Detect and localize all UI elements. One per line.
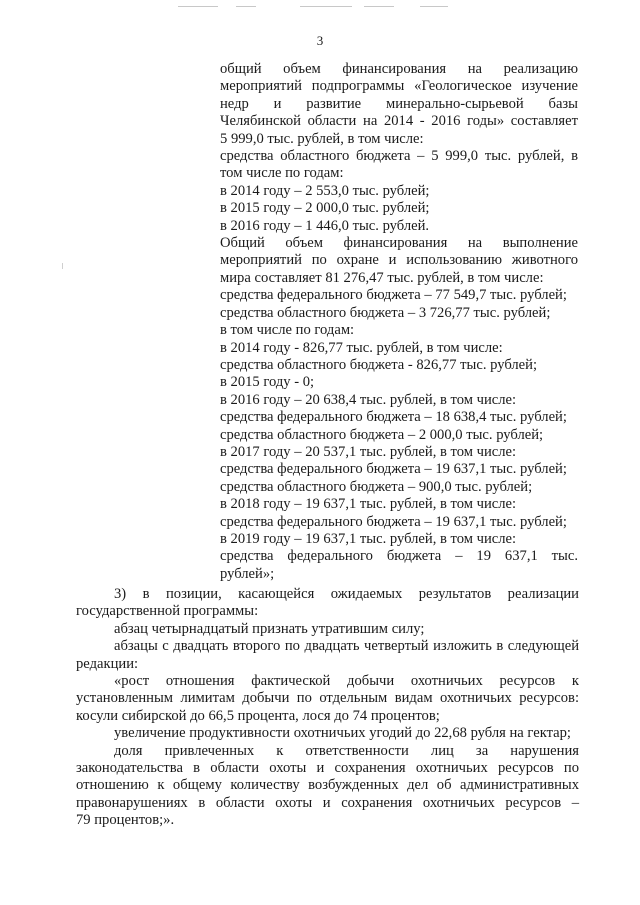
- text-line: средства областного бюджета - 826,77 тыс. рублей;: [220, 356, 538, 373]
- year-line: в 2019 году – 19 637,1 тыс. рублей, в том числе:: [220, 530, 517, 547]
- text-line: общий объем финансирования на реализацию: [220, 61, 578, 77]
- text-line: средства областного бюджета – 5 999,0 тыс. рублей, в: [220, 148, 578, 165]
- text-line: 79 процентов;».: [76, 812, 175, 829]
- scan-artifact: [178, 6, 218, 7]
- text-line: отношению к общему количеству возбужденных дел об административных: [76, 777, 579, 794]
- text-line: рублей»;: [220, 565, 275, 582]
- text-line: редакции:: [76, 655, 139, 672]
- text-line: мира составляет 81 276,47 тыс. рублей, в том числе:: [220, 269, 544, 286]
- text-line: средства областного бюджета – 900,0 тыс. рублей;: [220, 478, 533, 495]
- year-line: в 2014 году – 2 553,0 тыс. рублей;: [220, 182, 430, 199]
- year-line: в 2017 году – 20 537,1 тыс. рублей, в том числе:: [220, 443, 517, 460]
- year-line: в 2014 году - 826,77 тыс. рублей, в том числе:: [220, 339, 503, 356]
- text-line: средства федерального бюджета – 77 549,7 тыс. рублей;: [220, 287, 567, 304]
- text-line: Общий объем финансирования на выполнение: [220, 235, 578, 252]
- main-text: [76, 586, 579, 830]
- text-line: средства федерального бюджета – 19 637,1 тыс.: [220, 548, 578, 565]
- scan-artifact: [62, 263, 63, 269]
- text-line: правонарушениях в области охоты и сохранения охотничьих ресурсов –: [76, 794, 579, 811]
- text-line: государственной программы:: [76, 603, 259, 620]
- paragraph: абзац четырнадцатый признать утратившим силу;: [114, 620, 425, 637]
- paragraph-item-3: 3) в позиции, касающейся ожидаемых результатов реализации: [114, 586, 579, 602]
- page-number: 3: [316, 33, 324, 48]
- text-line: мероприятий подпрограммы «Геологическое изучение: [220, 78, 578, 95]
- text-line: том числе по годам:: [220, 165, 344, 182]
- text-line: в том числе по годам:: [220, 322, 355, 339]
- scan-artifact: [236, 6, 256, 7]
- text-line: мероприятий по охране и использованию животного: [220, 252, 578, 269]
- paragraph: увеличение продуктивности охотничьих угодий до 22,68 рубля на гектар;: [114, 725, 571, 742]
- year-line: в 2015 году - 0;: [220, 374, 315, 391]
- text-line: установленным лимитам добычи по отдельным видам охотничьих ресурсов:: [76, 690, 579, 707]
- text-line: средства федерального бюджета – 18 638,4 тыс. рублей;: [220, 409, 567, 426]
- scan-artifact: [364, 6, 394, 7]
- year-line: в 2018 году – 19 637,1 тыс. рублей, в том числе:: [220, 496, 517, 513]
- text-line: законодательства в области охоты и сохранения охотничьих ресурсов по: [76, 760, 579, 777]
- text-line: средства областного бюджета – 3 726,77 тыс. рублей;: [220, 304, 551, 321]
- text-line: недр и развитие минерально-сырьевой базы: [220, 95, 578, 112]
- text-line: средства областного бюджета – 2 000,0 тыс. рублей;: [220, 426, 544, 443]
- scan-artifact: [300, 6, 352, 7]
- paragraph: доля привлеченных к ответственности лиц за нарушения: [114, 742, 579, 759]
- year-line: в 2016 году – 1 446,0 тыс. рублей.: [220, 217, 430, 234]
- text-line: Челябинской области на 2014 - 2016 годы» составляет: [220, 113, 578, 130]
- text-line: косули сибирской до 66,5 процента, лося до 74 процентов;: [76, 707, 440, 724]
- year-line: в 2015 году – 2 000,0 тыс. рублей;: [220, 200, 430, 217]
- year-line: в 2016 году – 20 638,4 тыс. рублей, в том числе:: [220, 391, 517, 408]
- paragraph: «рост отношения фактической добычи охотничьих ресурсов к: [114, 673, 579, 690]
- text-line: средства федерального бюджета – 19 637,1 тыс. рублей;: [220, 513, 567, 530]
- financing-block: [220, 61, 578, 583]
- text-line: 5 999,0 тыс. рублей, в том числе:: [220, 130, 424, 147]
- paragraph: абзацы с двадцать второго по двадцать четвертый изложить в следующей: [114, 638, 579, 655]
- text-line: средства федерального бюджета – 19 637,1 тыс. рублей;: [220, 461, 567, 478]
- scan-artifact: [420, 6, 448, 7]
